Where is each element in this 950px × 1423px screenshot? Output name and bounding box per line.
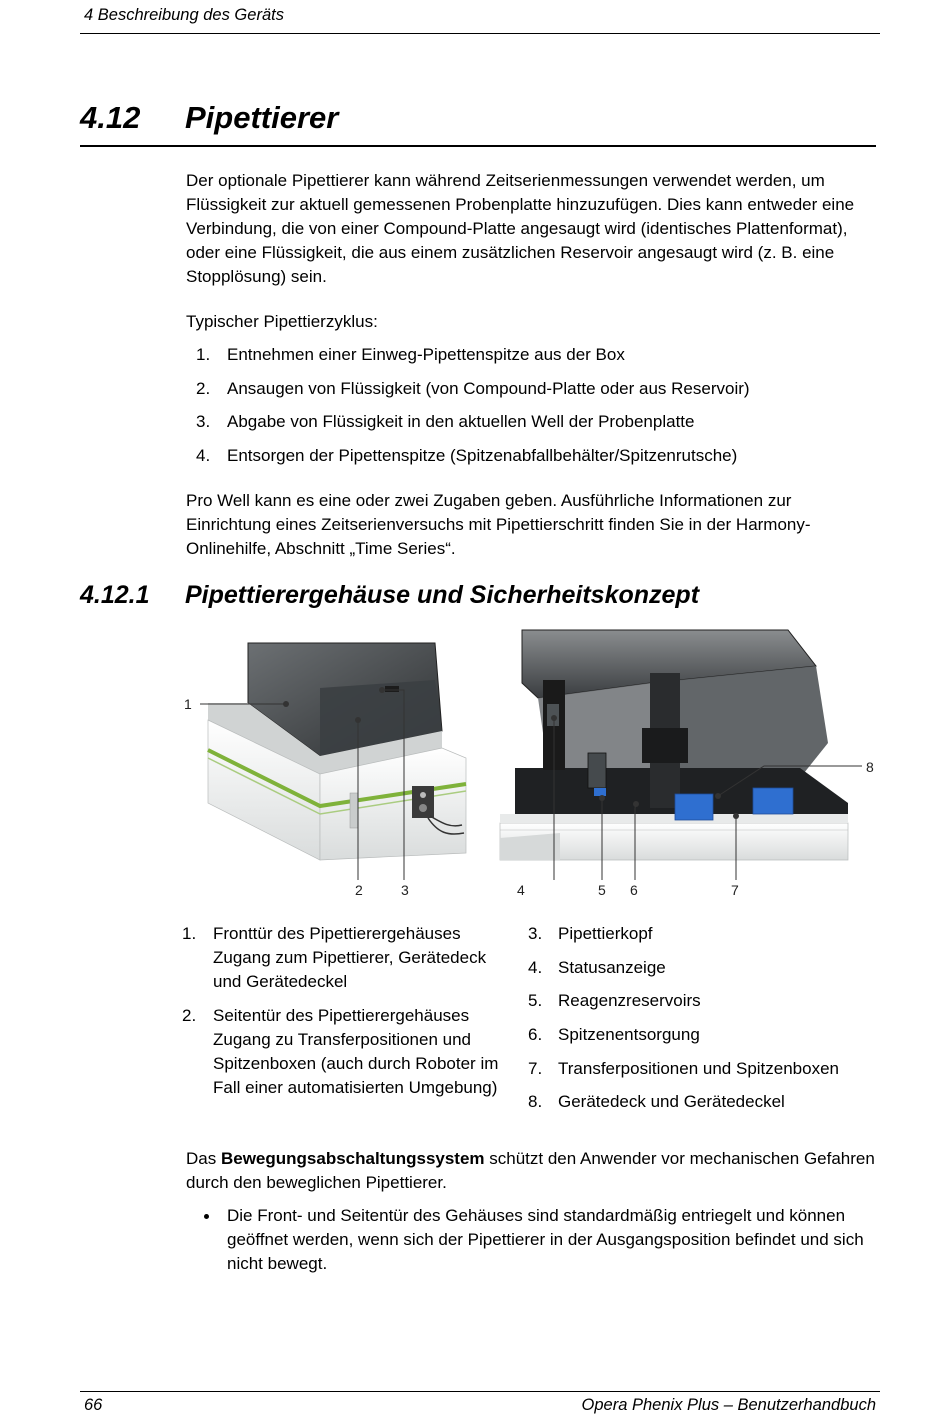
subsection-number: 4.12.1 [80, 581, 150, 609]
callout-7: 7 [731, 882, 739, 898]
bullet-text: Die Front- und Seitentür des Gehäuses sind standardmäßig entriegelt und können geöffnet werden, wenn sich der Pipettierer in der Ausgangsposition befindet und sich nicht bewegt. [227, 1206, 864, 1273]
list-item [186, 343, 876, 377]
legend-item [528, 1023, 873, 1057]
safety-rest: schützt den Anwender vor mechanischen Gefahren durch den beweglichen Pipettierer. [186, 1149, 875, 1192]
open-instrument [500, 630, 862, 880]
legend-number: 6. [528, 1025, 543, 1045]
legend-text: Fronttür des Pipettierergehäuses Zugang zum Pipettierer, Gerätedeck und Gerätedeckel [213, 924, 487, 991]
subsection-title: Pipettierergehäuse und Sicherheitskonzept [185, 581, 700, 609]
list-item [186, 410, 876, 444]
step-number: 3. [196, 412, 211, 432]
legend-number: 4. [528, 957, 543, 977]
safety-paragraph [186, 1147, 876, 1195]
legend-text: Gerätedeck und Gerätedeckel [558, 1092, 785, 1112]
pipettor-illustration [180, 628, 870, 900]
step-text: Abgabe von Flüssigkeit in den aktuellen Well der Probenplatte [227, 412, 695, 432]
step-number: 4. [196, 446, 211, 466]
legend-number: 2. [182, 1006, 197, 1025]
legend-number: 8. [528, 1092, 543, 1112]
callout-1: 1 [184, 696, 192, 712]
legend-text: Reagenzreservoirs [558, 991, 701, 1011]
header-rule [80, 33, 880, 34]
legend-item [182, 1004, 512, 1100]
legend-right [528, 922, 873, 1124]
footer-rule [80, 1391, 880, 1392]
legend-text: Pipettierkopf [558, 924, 653, 943]
step-number: 1. [196, 345, 211, 364]
callout-5: 5 [598, 882, 606, 898]
intro-paragraph: Der optionale Pipettierer kann während Zeitserienmessungen verwendet werden, um Flüssigkeit zur aktuell gemessenen Probenplatte hinzuzufügen. Dies kann entweder eine Verbindung, die von einer Compound-Platte angesaugt wird (identisches Plattenformat), oder eine Flüssigkeit, die aus einem zusätzlichen Reservoir angesaugt wird (z. B. eine Stopplösung) sein. [186, 171, 855, 286]
callout-8: 8 [866, 759, 874, 775]
legend-item [528, 989, 873, 1023]
book-title: Opera Phenix Plus – Benutzerhandbuch [581, 1396, 876, 1414]
callout-3: 3 [401, 882, 409, 898]
callout-6: 6 [630, 882, 638, 898]
legend-left [182, 922, 512, 1110]
cycle-steps [186, 343, 876, 478]
running-header: 4 Beschreibung des Geräts [84, 6, 284, 24]
page-number: 66 [84, 1396, 103, 1414]
step-text: Entnehmen einer Einweg-Pipettenspitze aus der Box [227, 345, 625, 364]
callout-4: 4 [517, 882, 525, 898]
section-title: Pipettierer [185, 100, 339, 135]
bullet-icon [204, 1214, 209, 1219]
section-rule [80, 145, 876, 147]
legend-item [182, 922, 512, 994]
safety-bold-term: Bewegungsabschaltungssystem [220, 1149, 485, 1168]
legend-item [528, 956, 873, 990]
legend-item [528, 1057, 873, 1091]
closed-enclosure [200, 643, 466, 880]
callout-2: 2 [355, 882, 363, 898]
list-item [186, 444, 876, 478]
bullet-item [186, 1204, 876, 1276]
legend-number: 5. [528, 991, 543, 1011]
legend-item [528, 1090, 873, 1124]
legend-number: 1. [182, 924, 197, 943]
safety-lead: Das [186, 1149, 221, 1168]
cycle-heading: Typischer Pipettierzyklus: [186, 312, 378, 331]
step-text: Entsorgen der Pipettenspitze (Spitzenabfallbehälter/Spitzenrutsche) [227, 446, 738, 466]
legend-text: Spitzenentsorgung [558, 1025, 700, 1045]
legend-item [528, 922, 873, 956]
legend-number: 3. [528, 924, 543, 943]
legend-number: 7. [528, 1058, 543, 1078]
legend-text: Seitentür des Pipettierergehäuses Zugang zu Transferpositionen und Spitzenboxen (auch durch Roboter im Fall einer automatisierten Umgebung) [213, 1006, 499, 1097]
legend-text: Statusanzeige [558, 957, 666, 977]
legend-text: Transferpositionen und Spitzenboxen [558, 1058, 839, 1078]
section-number: 4.12 [80, 100, 141, 135]
step-text: Ansaugen von Flüssigkeit (von Compound-Platte oder aus Reservoir) [227, 378, 750, 398]
pipettor-figure [180, 628, 874, 900]
list-item [186, 377, 876, 411]
after-cycle-paragraph: Pro Well kann es eine oder zwei Zugaben geben. Ausführliche Informationen zur Einrichtung eines Zeitserienversuchs mit Pipettierschritt finden Sie in der Harmony-Onlinehilfe, Abschnitt „Time Series“. [186, 491, 811, 558]
step-number: 2. [196, 378, 211, 398]
